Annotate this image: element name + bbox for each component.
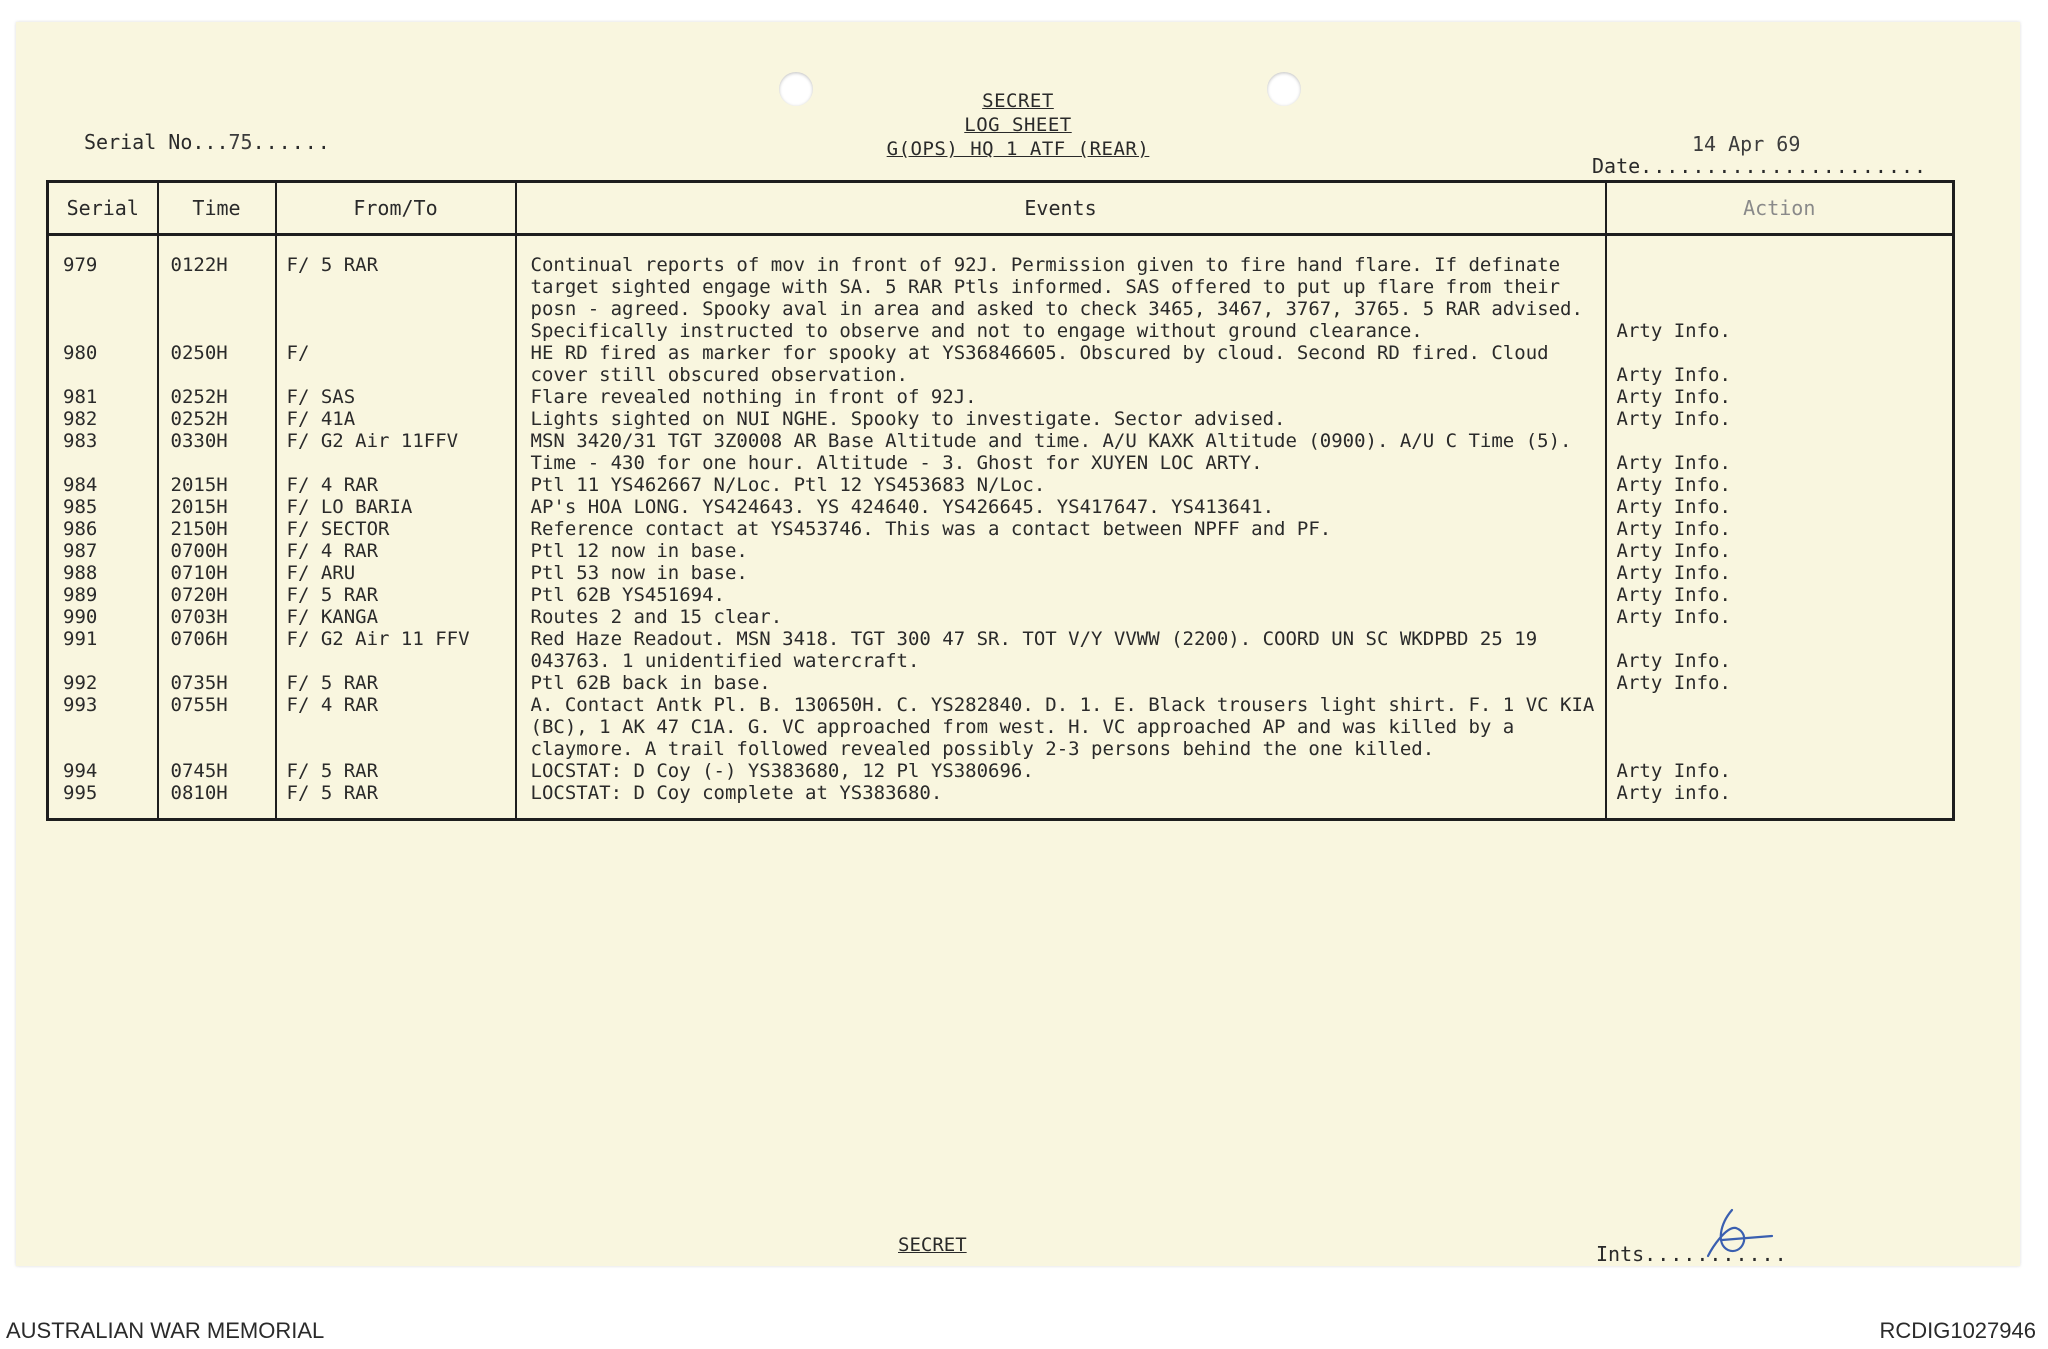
cell-events: LOCSTAT: D Coy complete at YS383680. <box>516 782 1606 820</box>
cell-from-to: F/ SECTOR <box>276 518 516 540</box>
cell-from-to: F/ 4 RAR <box>276 540 516 562</box>
cell-action: Arty Info. <box>1606 235 1954 343</box>
table-row <box>48 606 1954 628</box>
table-row <box>48 782 1954 820</box>
cell-events: Ptl 11 YS462667 N/Loc. Ptl 12 YS453683 N/Loc. <box>516 474 1606 496</box>
cell-serial: 980 <box>48 342 158 386</box>
cell-serial: 986 <box>48 518 158 540</box>
serial-value: 75 <box>228 130 253 154</box>
log-table-body <box>48 235 1954 820</box>
cell-serial: 987 <box>48 540 158 562</box>
cell-events: HE RD fired as marker for spooky at YS36846605. Obscured by cloud. Second RD fired. Cloud cover still obscured observation. <box>516 342 1606 386</box>
table-row <box>48 628 1954 672</box>
cell-serial: 982 <box>48 408 158 430</box>
cell-time: 0755H <box>158 694 276 760</box>
cell-from-to: F/ 4 RAR <box>276 694 516 760</box>
cell-time: 0706H <box>158 628 276 672</box>
column-header-serial: Serial <box>48 182 158 235</box>
archive-reference-id: RCDIG1027946 <box>1879 1318 2036 1343</box>
ints-dots: ........... <box>1644 1242 1788 1266</box>
cell-serial: 985 <box>48 496 158 518</box>
ints-label: Ints <box>1596 1242 1645 1266</box>
cell-time: 2150H <box>158 518 276 540</box>
cell-serial: 984 <box>48 474 158 496</box>
cell-action: Arty Info. <box>1606 628 1954 672</box>
cell-from-to: F/ LO BARIA <box>276 496 516 518</box>
table-row <box>48 430 1954 474</box>
cell-action: Arty Info. <box>1606 540 1954 562</box>
cell-from-to: F/ 5 RAR <box>276 760 516 782</box>
header-title: LOG SHEET <box>964 114 1072 136</box>
cell-serial: 979 <box>48 235 158 343</box>
footer-ints-field <box>1596 1242 1788 1266</box>
cell-action: Arty Info. <box>1606 606 1954 628</box>
column-header-events: Events <box>516 182 1606 235</box>
cell-time: 0122H <box>158 235 276 343</box>
cell-action: Arty Info. <box>1606 584 1954 606</box>
cell-serial: 994 <box>48 760 158 782</box>
cell-action: Arty Info. <box>1606 430 1954 474</box>
table-row <box>48 584 1954 606</box>
cell-events: Routes 2 and 15 clear. <box>516 606 1606 628</box>
cell-action <box>1606 694 1954 760</box>
cell-from-to: F/ 41A <box>276 408 516 430</box>
column-header-time: Time <box>158 182 276 235</box>
serial-label: Serial No... <box>84 130 229 154</box>
cell-time: 0710H <box>158 562 276 584</box>
cell-time: 0703H <box>158 606 276 628</box>
cell-events: Reference contact at YS453746. This was a contact between NPFF and PF. <box>516 518 1606 540</box>
table-row <box>48 760 1954 782</box>
cell-action: Arty Info. <box>1606 386 1954 408</box>
cell-serial: 990 <box>48 606 158 628</box>
footer-classification: SECRET <box>898 1234 967 1256</box>
table-header-row <box>48 182 1954 235</box>
cell-time: 0252H <box>158 386 276 408</box>
cell-from-to: F/ G2 Air 11FFV <box>276 430 516 474</box>
cell-events: Continual reports of mov in front of 92J. Permission given to fire hand flare. If definate target sighted engage with SA. 5 RAR Ptls informed. SAS offered to put up flare from their posn - agreed. Spooky aval in area and asked to check 3465, 3467, 3767, 3765. 5 RAR advised. Specifically instructed to observe and not to engage without ground clearance. <box>516 235 1606 343</box>
cell-time: 0250H <box>158 342 276 386</box>
cell-serial: 993 <box>48 694 158 760</box>
cell-events: MSN 3420/31 TGT 3Z0008 AR Base Altitude and time. A/U KAXK Altitude (0900). A/U C Time (5). Time - 430 for one hour. Altitude - 3. Ghost for XUYEN LOC ARTY. <box>516 430 1606 474</box>
cell-serial: 981 <box>48 386 158 408</box>
cell-serial: 992 <box>48 672 158 694</box>
table-row <box>48 496 1954 518</box>
cell-events: Lights sighted on NUI NGHE. Spooky to investigate. Sector advised. <box>516 408 1606 430</box>
cell-serial: 995 <box>48 782 158 820</box>
cell-events: Ptl 62B YS451694. <box>516 584 1606 606</box>
serial-number-field <box>84 130 331 154</box>
table-row <box>48 540 1954 562</box>
table-row <box>48 474 1954 496</box>
cell-from-to: F/ G2 Air 11 FFV <box>276 628 516 672</box>
cell-from-to: F/ ARU <box>276 562 516 584</box>
header-unit: G(OPS) HQ 1 ATF (REAR) <box>886 138 1150 160</box>
cell-action: Arty Info. <box>1606 562 1954 584</box>
cell-events: Flare revealed nothing in front of 92J. <box>516 386 1606 408</box>
cell-time: 0810H <box>158 782 276 820</box>
cell-from-to: F/ 4 RAR <box>276 474 516 496</box>
cell-action: Arty Info. <box>1606 672 1954 694</box>
cell-from-to: F/ 5 RAR <box>276 672 516 694</box>
cell-action: Arty info. <box>1606 782 1954 820</box>
cell-from-to: F/ 5 RAR <box>276 584 516 606</box>
cell-time: 2015H <box>158 496 276 518</box>
cell-serial: 989 <box>48 584 158 606</box>
cell-action: Arty Info. <box>1606 408 1954 430</box>
cell-time: 0330H <box>158 430 276 474</box>
date-value: 14 Apr 69 <box>1692 132 1801 156</box>
table-row <box>48 518 1954 540</box>
cell-time: 0735H <box>158 672 276 694</box>
table-row <box>48 562 1954 584</box>
cell-from-to: F/ <box>276 342 516 386</box>
log-sheet-page <box>16 22 2020 1266</box>
cell-serial: 991 <box>48 628 158 672</box>
serial-dots: ...... <box>252 130 331 154</box>
table-row <box>48 386 1954 408</box>
cell-time: 0252H <box>158 408 276 430</box>
cell-from-to: F/ 5 RAR <box>276 782 516 820</box>
cell-events: Red Haze Readout. MSN 3418. TGT 300 47 SR. TOT V/Y VVWW (2200). COORD UN SC WKDPBD 25 19 043763. 1 unidentified watercraft. <box>516 628 1606 672</box>
date-field <box>1592 154 1927 178</box>
cell-events: A. Contact Antk Pl. B. 130650H. C. YS282840. D. 1. E. Black trousers light shirt. F. 1 VC KIA (BC), 1 AK 47 C1A. G. VC approached from west. H. VC approached AP and was killed by a claymore. A trail followed revealed possibly 2-3 persons behind the one killed. <box>516 694 1606 760</box>
table-row <box>48 408 1954 430</box>
table-row <box>48 235 1954 343</box>
date-dots: ...................... <box>1640 154 1928 178</box>
table-row <box>48 694 1954 760</box>
cell-serial: 983 <box>48 430 158 474</box>
cell-action: Arty Info. <box>1606 760 1954 782</box>
cell-time: 0700H <box>158 540 276 562</box>
cell-from-to: F/ 5 RAR <box>276 235 516 343</box>
cell-time: 2015H <box>158 474 276 496</box>
cell-events: Ptl 62B back in base. <box>516 672 1606 694</box>
table-row <box>48 342 1954 386</box>
cell-action: Arty Info. <box>1606 518 1954 540</box>
column-header-action: Action <box>1606 182 1954 235</box>
cell-events: Ptl 12 now in base. <box>516 540 1606 562</box>
date-label: Date <box>1592 154 1641 178</box>
log-table <box>46 180 1955 821</box>
table-row <box>48 672 1954 694</box>
cell-serial: 988 <box>48 562 158 584</box>
cell-from-to: F/ SAS <box>276 386 516 408</box>
cell-action: Arty Info. <box>1606 496 1954 518</box>
header-classification: SECRET <box>982 90 1054 112</box>
column-header-from-to: From/To <box>276 182 516 235</box>
archive-credit: AUSTRALIAN WAR MEMORIAL <box>6 1318 325 1343</box>
cell-action: Arty Info. <box>1606 474 1954 496</box>
cell-action: Arty Info. <box>1606 342 1954 386</box>
cell-from-to: F/ KANGA <box>276 606 516 628</box>
cell-events: AP's HOA LONG. YS424643. YS 424640. YS426645. YS417647. YS413641. <box>516 496 1606 518</box>
cell-time: 0745H <box>158 760 276 782</box>
cell-events: LOCSTAT: D Coy (-) YS383680, 12 Pl YS380696. <box>516 760 1606 782</box>
cell-time: 0720H <box>158 584 276 606</box>
cell-events: Ptl 53 now in base. <box>516 562 1606 584</box>
